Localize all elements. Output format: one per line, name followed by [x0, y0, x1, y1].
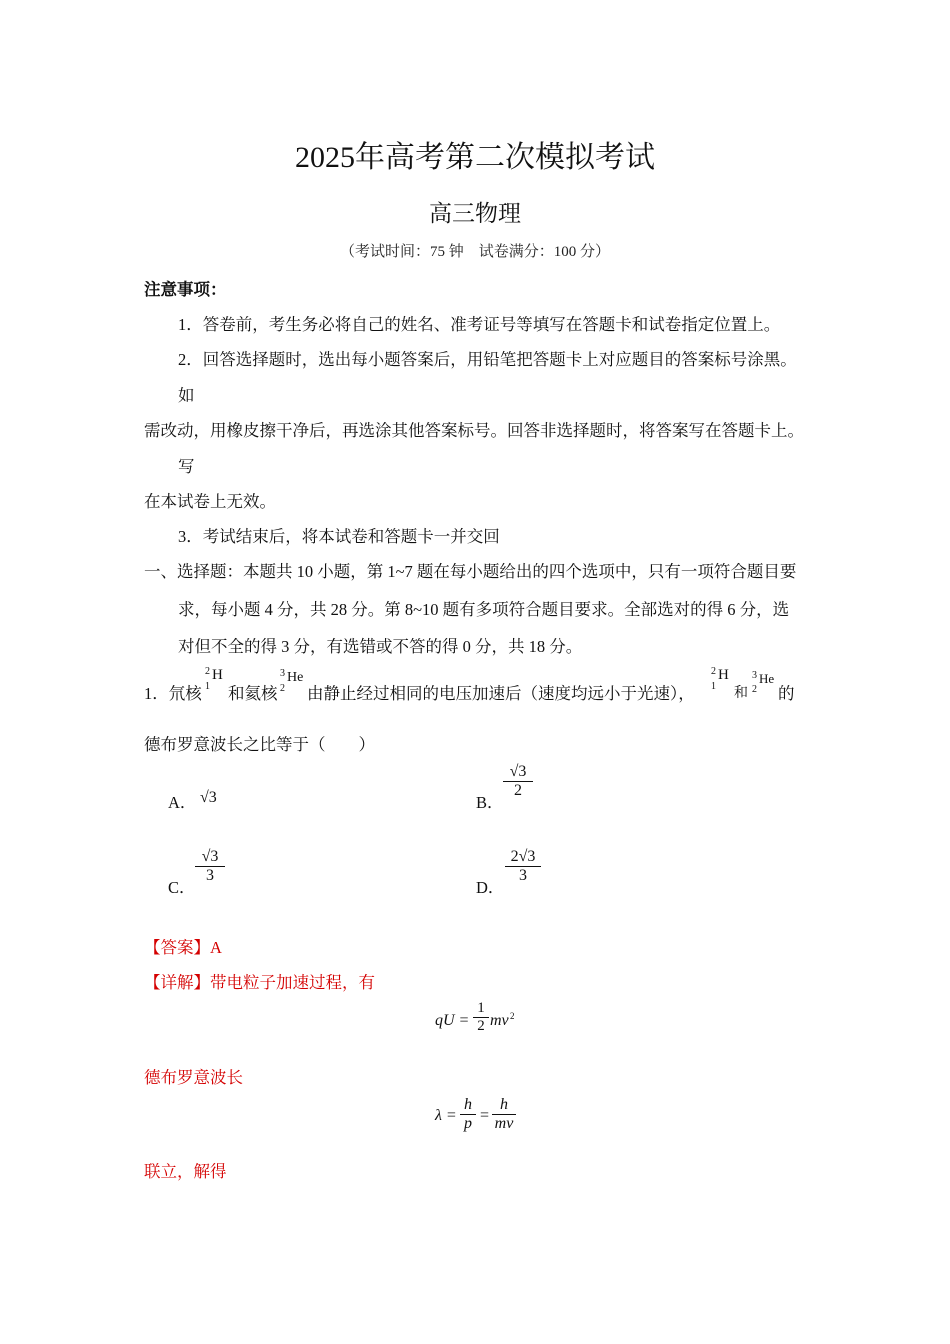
eq2-equals: =	[480, 1107, 490, 1124]
q1-h-symbol-2: H	[718, 667, 729, 683]
q1-h-mass-2: 2	[711, 666, 716, 677]
q1-text-3: 由静止经过相同的电压加速后（速度均远小于光速），	[307, 684, 695, 703]
eq2-denominator-2: mv	[494, 1115, 514, 1132]
q1-h-num: 1	[205, 681, 210, 692]
option-b-label[interactable]: B．	[476, 793, 504, 812]
q1-he-num-2: 2	[752, 684, 757, 695]
text-combine: 联立，解得	[144, 1162, 227, 1181]
detail-label: 【详解】带电粒子加速过程，有	[144, 973, 375, 992]
section1-line1: 一、选择题：本题共 10 小题，第 1~7 题在每小题给出的四个选项中，只有一项符合题目要	[144, 562, 797, 581]
eq2-fraction-1	[460, 1096, 476, 1133]
option-d-numerator: 2√3	[505, 848, 541, 867]
option-c-numerator: √3	[195, 848, 225, 867]
eq2-numerator-1: h	[460, 1096, 476, 1115]
eq1-denominator: 2	[477, 1018, 485, 1034]
option-d-label[interactable]: D．	[476, 878, 505, 897]
section1-line3: 对但不全的得 3 分，有选错或不答的得 0 分，共 18 分。	[178, 637, 583, 656]
notice-heading: 注意事项：	[144, 280, 227, 299]
q1-text-4: 和	[734, 686, 748, 701]
notice-item-3: 3．考试结束后，将本试卷和答题卡一并交回	[178, 527, 500, 546]
notice-item-2-d: 写	[178, 457, 195, 476]
q1-text-2: 和氦核	[228, 684, 278, 703]
option-b-fraction	[503, 763, 533, 800]
q1-he-mass-2: 3	[752, 670, 757, 681]
q1-h-num-2: 1	[711, 681, 716, 692]
eq1-left: qU =	[435, 1012, 470, 1029]
eq1-exponent: 2	[510, 1011, 515, 1021]
option-a-label[interactable]: A．	[168, 793, 197, 812]
option-d-denominator: 3	[519, 867, 527, 884]
eq2-denominator-1: p	[464, 1115, 472, 1132]
q1-line-2: 德布罗意波长之比等于（ ）	[144, 735, 375, 754]
text-de-broglie: 德布罗意波长	[144, 1068, 243, 1087]
section1-line2: 求，每小题 4 分，共 28 分。第 8~10 题有多项符合题目要求。全部选对的得 6 分，选	[178, 600, 790, 619]
q1-he-mass: 3	[280, 668, 285, 679]
notice-item-2-b: 如	[178, 386, 195, 405]
exam-info: （考试时间：75 钟 试卷满分：100 分）	[339, 244, 610, 260]
q1-he-symbol-2: He	[759, 671, 775, 686]
notice-item-2-c: 需改动，用橡皮擦干净后，再选涂其他答案标号。回答非选择题时，将答案写在答题卡上。	[144, 421, 804, 440]
notice-item-2-e: 在本试卷上无效。	[144, 492, 276, 511]
q1-h-mass: 2	[205, 666, 210, 677]
q1-text-1: 1．氘核	[144, 684, 202, 703]
option-c-fraction	[195, 848, 225, 885]
page-subtitle: 高三物理	[429, 201, 521, 226]
option-c-denominator: 3	[206, 867, 214, 884]
q1-he-symbol: He	[287, 670, 304, 685]
eq1-right: mv	[490, 1012, 509, 1029]
eq2-numerator-2: h	[492, 1096, 516, 1115]
q1-text-5: 的	[778, 684, 795, 703]
eq2-fraction-2	[492, 1096, 516, 1133]
eq1-fraction	[473, 1000, 489, 1035]
option-c-label[interactable]: C．	[168, 878, 196, 897]
q1-h-symbol: H	[212, 667, 223, 683]
answer-label: 【答案】A	[144, 938, 222, 957]
eq1-numerator: 1	[473, 1000, 489, 1018]
eq2-left: λ =	[435, 1107, 457, 1124]
notice-item-1: 1．答卷前，考生务必将自己的姓名、准考证号等填写在答题卡和试卷指定位置上。	[178, 315, 781, 334]
page-title: 2025年高考第二次模拟考试	[295, 141, 655, 174]
option-a-value: √3	[200, 789, 217, 806]
option-b-denominator: 2	[514, 782, 522, 799]
option-d-fraction	[505, 848, 541, 885]
option-b-numerator: √3	[503, 763, 533, 782]
notice-item-2-a: 2．回答选择题时，选出每小题答案后，用铅笔把答题卡上对应题目的答案标号涂黑。	[178, 350, 797, 369]
q1-he-num: 2	[280, 683, 285, 694]
